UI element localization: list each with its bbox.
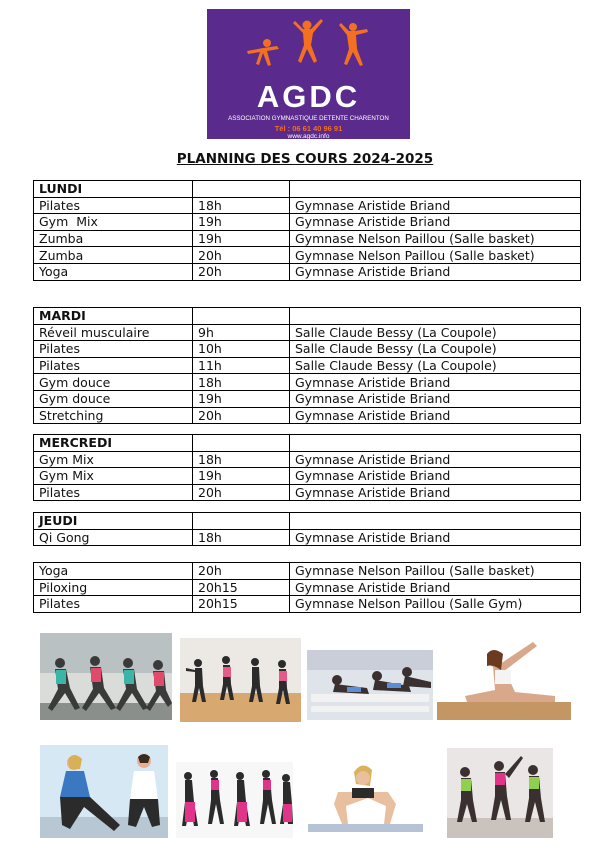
- course-cell: Réveil musculaire: [34, 324, 193, 341]
- floor-stretch-photo-icon: [437, 630, 571, 720]
- table-row: [34, 407, 581, 424]
- day-label: MARDI: [34, 308, 193, 325]
- pushup-photo-icon: [298, 748, 433, 840]
- schedule-table-jeudi-evening: [33, 562, 581, 613]
- location-cell: Gymnase Aristide Briand: [290, 484, 581, 501]
- location-cell: Gymnase Nelson Paillou (Salle basket): [290, 247, 581, 264]
- course-cell: Qi Gong: [34, 529, 193, 546]
- day-label: LUNDI: [34, 181, 193, 198]
- course-cell: Gym Mix: [34, 214, 193, 231]
- table-row: [34, 563, 581, 580]
- table-row: [34, 197, 581, 214]
- time-cell: 18h: [193, 529, 290, 546]
- gymnasts-logo-icon: [237, 15, 382, 77]
- course-cell: Pilates: [34, 341, 193, 358]
- location-cell: Gymnase Aristide Briand: [290, 579, 581, 596]
- table-row: [34, 308, 581, 325]
- day-label: JEUDI: [34, 513, 193, 530]
- table-row: [34, 181, 581, 198]
- time-cell: 20h15: [193, 596, 290, 613]
- location-cell: Gymnase Aristide Briand: [290, 468, 581, 485]
- time-cell: 10h: [193, 341, 290, 358]
- table-row: [34, 596, 581, 613]
- page-title: PLANNING DES COURS 2024-2025: [176, 151, 434, 167]
- group-lunge-photo-icon: [40, 633, 172, 720]
- table-row: [34, 451, 581, 468]
- course-cell: Gym douce: [34, 390, 193, 407]
- location-cell: Gymnase Aristide Briand: [290, 407, 581, 424]
- location-cell: Gymnase Aristide Briand: [290, 529, 581, 546]
- time-cell: 20h: [193, 407, 290, 424]
- time-cell: 19h: [193, 214, 290, 231]
- studio-stretch-photo-icon: [180, 638, 301, 722]
- logo-brand: AGDC: [256, 79, 361, 114]
- location-cell: Salle Claude Bessy (La Coupole): [290, 357, 581, 374]
- course-cell: Gym Mix: [34, 451, 193, 468]
- table-row: [34, 529, 581, 546]
- table-row: [34, 513, 581, 530]
- table-row: [34, 390, 581, 407]
- course-cell: Zumba: [34, 247, 193, 264]
- schedule-table-mercredi: [33, 434, 581, 501]
- course-cell: Yoga: [34, 263, 193, 280]
- table-row: [34, 468, 581, 485]
- day-label: MERCREDI: [34, 435, 193, 452]
- time-cell: 18h: [193, 197, 290, 214]
- time-cell: 9h: [193, 324, 290, 341]
- table-row: [34, 263, 581, 280]
- location-cell: Gymnase Aristide Briand: [290, 390, 581, 407]
- table-row: [34, 357, 581, 374]
- course-cell: Piloxing: [34, 579, 193, 596]
- location-cell: Gymnase Aristide Briand: [290, 197, 581, 214]
- location-cell: Gymnase Nelson Paillou (Salle Gym): [290, 596, 581, 613]
- course-cell: Gym douce: [34, 374, 193, 391]
- location-cell: Salle Claude Bessy (La Coupole): [290, 341, 581, 358]
- schedule-table-mardi: [33, 307, 581, 424]
- course-cell: Yoga: [34, 563, 193, 580]
- time-cell: 20h: [193, 563, 290, 580]
- table-row: [34, 341, 581, 358]
- course-cell: Pilates: [34, 197, 193, 214]
- dance-class-photo-icon: [176, 762, 293, 838]
- table-row: [34, 230, 581, 247]
- course-cell: Pilates: [34, 484, 193, 501]
- location-cell: Gymnase Aristide Briand: [290, 263, 581, 280]
- logo-website[interactable]: www.agdc.info: [287, 133, 330, 140]
- course-cell: Stretching: [34, 407, 193, 424]
- time-cell: 20h: [193, 263, 290, 280]
- couple-stretch-photo-icon: [40, 745, 168, 838]
- table-row: [34, 214, 581, 231]
- location-cell: Gymnase Aristide Briand: [290, 214, 581, 231]
- location-cell: Gymnase Nelson Paillou (Salle basket): [290, 230, 581, 247]
- agdc-logo: [207, 9, 410, 139]
- time-cell: 18h: [193, 451, 290, 468]
- time-cell: 20h: [193, 484, 290, 501]
- schedule-table-lundi: [33, 180, 581, 281]
- location-cell: Gymnase Aristide Briand: [290, 451, 581, 468]
- table-row: [34, 484, 581, 501]
- time-cell: 20h: [193, 247, 290, 264]
- time-cell: 19h: [193, 468, 290, 485]
- time-cell: 20h15: [193, 579, 290, 596]
- table-row: [34, 435, 581, 452]
- course-cell: Pilates: [34, 596, 193, 613]
- table-row: [34, 579, 581, 596]
- pilates-reformer-photo-icon: [307, 650, 433, 720]
- table-row: [34, 247, 581, 264]
- location-cell: Salle Claude Bessy (La Coupole): [290, 324, 581, 341]
- time-cell: 19h: [193, 390, 290, 407]
- location-cell: Gymnase Aristide Briand: [290, 374, 581, 391]
- logo-subtitle: ASSOCIATION GYMNASTIQUE DETENTE CHARENTON: [228, 115, 389, 122]
- logo-phone: Tél : 06 61 40 96 91: [274, 124, 343, 133]
- course-cell: Pilates: [34, 357, 193, 374]
- table-row: [34, 324, 581, 341]
- time-cell: 19h: [193, 230, 290, 247]
- time-cell: 11h: [193, 357, 290, 374]
- course-cell: Gym Mix: [34, 468, 193, 485]
- table-row: [34, 374, 581, 391]
- time-cell: 18h: [193, 374, 290, 391]
- location-cell: Gymnase Nelson Paillou (Salle basket): [290, 563, 581, 580]
- zumba-class-photo-icon: [447, 748, 553, 838]
- course-cell: Zumba: [34, 230, 193, 247]
- schedule-table-jeudi: [33, 512, 581, 546]
